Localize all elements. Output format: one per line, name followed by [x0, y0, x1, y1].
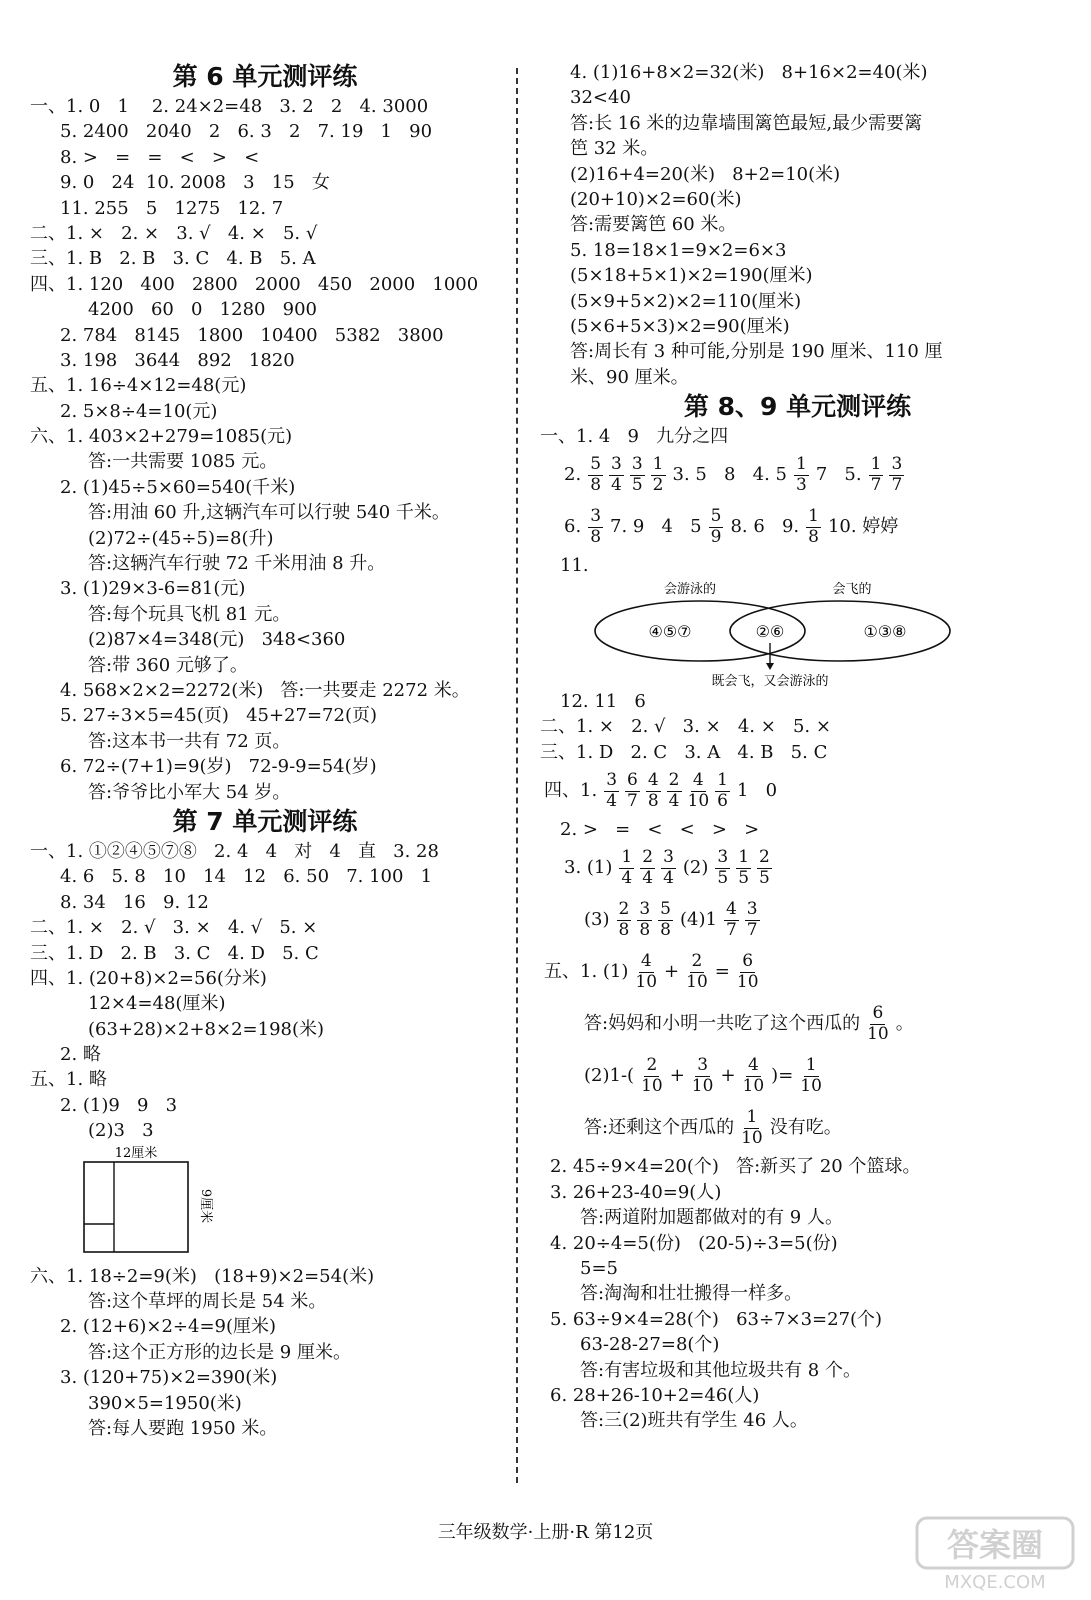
answer-line: 答:每个玩具飞机 81 元。 — [88, 603, 291, 625]
numerator: 4 — [640, 951, 652, 972]
watermark-url: MXQE.COM — [944, 1572, 1046, 1593]
answer-line: 2. 784 8145 1800 10400 5382 3800 — [60, 324, 444, 346]
fraction — [640, 848, 655, 888]
answer-line: 五、1. 略 — [30, 1069, 107, 1091]
fraction — [692, 1056, 714, 1096]
fraction — [715, 848, 730, 888]
numerator: 1 — [808, 506, 819, 527]
denominator: 10 — [741, 1127, 763, 1148]
answer-line: 5=5 — [580, 1257, 618, 1279]
numerator: 1 — [717, 769, 728, 790]
answer-line: 12×4=48(厘米) — [88, 993, 226, 1015]
denominator: 10 — [736, 971, 759, 992]
text-segment: + — [669, 1065, 685, 1087]
denominator: 8 — [618, 919, 630, 940]
fraction — [609, 455, 624, 495]
numerator: 1 — [652, 454, 664, 475]
outer-rectangle — [84, 1162, 188, 1252]
numerator: 2 — [759, 847, 770, 868]
denominator: 8 — [808, 526, 819, 547]
denominator: 10 — [687, 790, 710, 811]
rectangle-figure-svg — [80, 1144, 250, 1264]
fraction — [757, 848, 772, 888]
rectangle-figure — [80, 1144, 500, 1264]
denominator: 10 — [867, 1023, 889, 1044]
numerator: 5 — [710, 506, 722, 527]
answer-line: 答:爷爷比小军大 54 岁。 — [88, 781, 291, 803]
numerator: 3 — [639, 899, 651, 920]
answer-line: 8. > = = < > < — [60, 146, 260, 168]
answer-line: 4. (1)16+8×2=32(米) 8+16×2=40(米) — [570, 62, 928, 83]
numerator: 3 — [891, 454, 903, 475]
denominator: 8 — [647, 790, 659, 811]
answer-line: 五、1. 16÷4×12=48(元) — [30, 375, 247, 397]
numerator: 1 — [870, 454, 882, 475]
venn-label-swim: 会游泳的 — [663, 581, 717, 597]
answer-line: 米、90 厘米。 — [570, 366, 689, 388]
answer-line: 63-28-27=8(个) — [580, 1334, 720, 1356]
text-segment: 7 5. — [815, 464, 862, 486]
answer-line: 六、1. 18÷2=9(米) (18+9)×2=54(米) — [30, 1265, 375, 1287]
numerator: 6 — [742, 951, 754, 972]
denominator: 7 — [870, 474, 882, 495]
answer-line: 答:每人要跑 1950 米。 — [88, 1417, 278, 1439]
answer-line: 3. 198 3644 892 1820 — [60, 349, 295, 371]
venn-pointer-arrow — [766, 663, 774, 670]
text-segment: 答:妈妈和小明一共吃了这个西瓜的 — [584, 1013, 861, 1035]
numerator: 3 — [611, 454, 622, 475]
answer-line: (63+28)×2+8×2=198(米) — [88, 1018, 325, 1040]
numerator: 4 — [647, 769, 659, 790]
denominator: 4 — [663, 867, 674, 888]
numerator: 1 — [746, 1107, 758, 1128]
left-column — [30, 60, 500, 1441]
answer-line: (5×18+5×1)×2=190(厘米) — [570, 265, 813, 287]
watermark-logo — [915, 1514, 1075, 1594]
denominator: 8 — [660, 919, 671, 940]
answer-line: 答:这个草坪的周长是 54 米。 — [88, 1291, 327, 1313]
venn-middle-items: ②⑥ — [755, 621, 785, 641]
text-segment: 1 0 — [736, 780, 778, 802]
denominator: 10 — [742, 1075, 765, 1096]
watermark-text: 答案圈 — [946, 1526, 1044, 1564]
answer-line: 6. 28+26-10+2=46(人) — [550, 1384, 760, 1406]
numerator: 3 — [697, 1055, 709, 1076]
fraction — [737, 952, 759, 992]
answer-line: 一、1. ①②④⑤⑦⑧ 2. 4 4 对 4 直 3. 28 — [30, 840, 439, 862]
numerator: 3 — [663, 847, 674, 868]
answer-line: 二、1. × 2. √ 3. × 4. × 5. × — [540, 716, 831, 738]
fraction — [741, 1108, 763, 1148]
answer-line: 一、1. 4 9 九分之四 — [540, 426, 729, 448]
denominator: 7 — [627, 790, 638, 811]
answer-line: 3. (120+75)×2=390(米) — [60, 1367, 278, 1389]
answer-line: 四、1. 120 400 2800 2000 450 2000 1000 — [30, 273, 479, 295]
denominator: 10 — [686, 971, 708, 992]
denominator: 10 — [635, 971, 658, 992]
denominator: 2 — [652, 474, 664, 495]
fraction — [667, 771, 682, 811]
answer-line: 2. 45÷9×4=20(个) 答:新买了 20 个篮球。 — [550, 1156, 921, 1178]
denominator: 4 — [611, 474, 622, 495]
answer-line: 5. 2400 2040 2 6. 3 2 7. 19 1 90 — [60, 121, 433, 143]
fraction — [794, 455, 809, 495]
answer-line: (5×9+5×2)×2=110(厘米) — [570, 290, 802, 312]
answer-line: 答:这辆汽车行驶 72 千米用油 8 升。 — [88, 553, 386, 575]
fraction-line — [540, 946, 1055, 998]
numerator: 3 — [717, 847, 729, 868]
denominator: 4 — [668, 790, 680, 811]
fraction — [869, 455, 884, 495]
numerator: 3 — [606, 769, 618, 790]
denominator: 8 — [590, 474, 602, 495]
venn-diagram — [590, 579, 1055, 689]
venn-label-fly: 会飞的 — [832, 581, 872, 597]
text-segment: 没有吃。 — [769, 1117, 842, 1139]
fraction — [651, 455, 666, 495]
answer-line: 2. > = < < > > — [560, 819, 760, 841]
answer-line: 答:淘淘和壮壮搬得一样多。 — [580, 1283, 803, 1305]
fraction — [661, 848, 676, 888]
numerator: 1 — [621, 847, 633, 868]
answer-line: (20+10)×2=60(米) — [570, 188, 742, 210]
text-segment: 答:还剩这个西瓜的 — [584, 1117, 735, 1139]
text-segment: + — [664, 961, 680, 983]
answer-line: 二、1. × 2. × 3. √ 4. × 5. √ — [30, 222, 318, 244]
denominator: 6 — [717, 790, 728, 811]
answer-line: 一、1. 0 1 2. 24×2=48 3. 2 2 4. 3000 — [30, 96, 429, 117]
denominator: 3 — [795, 474, 807, 495]
height-label: 9厘米 — [198, 1188, 213, 1223]
right-column — [540, 60, 1055, 1434]
numerator: 1 — [795, 454, 807, 475]
answer-line: 4200 60 0 1280 900 — [88, 299, 317, 321]
text-segment: (4)1 — [679, 909, 717, 931]
numerator: 4 — [725, 899, 737, 920]
fraction-line — [540, 449, 1055, 501]
answer-line: 9. 0 24 10. 2008 3 15 女 — [60, 172, 330, 194]
fraction — [806, 507, 821, 547]
answer-line: 答:长 16 米的边靠墙围篱笆最短,最少需要篱 — [570, 112, 923, 134]
text-segment: 2. — [564, 464, 582, 486]
denominator: 10 — [691, 1075, 714, 1096]
answer-line: 二、1. × 2. √ 3. × 4. √ 5. × — [30, 917, 318, 939]
fraction — [800, 1056, 822, 1096]
numerator: 5 — [660, 899, 671, 920]
answer-line: (2)3 3 — [88, 1120, 154, 1142]
fraction — [619, 848, 634, 888]
numerator: 2 — [646, 1055, 658, 1076]
answer-line: 4. 6 5. 8 10 14 12 6. 50 7. 100 1 — [60, 866, 433, 888]
fraction — [736, 848, 751, 888]
answer-line: (5×6+5×3)×2=90(厘米) — [570, 315, 790, 337]
answer-line: 答:带 360 元够了。 — [88, 654, 248, 676]
fraction — [867, 1004, 889, 1044]
text-segment: 。 — [895, 1013, 914, 1035]
fraction-line — [540, 1050, 1055, 1102]
answer-line: 4. 20÷4=5(份) (20-5)÷3=5(份) — [550, 1232, 838, 1254]
text-segment: (2)1-( — [584, 1065, 635, 1087]
fraction — [617, 900, 632, 940]
fraction — [625, 771, 640, 811]
text-segment: 7. 9 4 5 — [610, 516, 702, 538]
venn-svg — [590, 579, 970, 689]
fraction-line — [540, 765, 1055, 817]
text-segment: + — [720, 1065, 736, 1087]
fraction-line — [540, 894, 1055, 946]
text-segment: 3. 5 8 4. 5 — [672, 464, 787, 486]
answer-line: 11. 255 5 1275 12. 7 — [60, 197, 284, 219]
fraction — [709, 507, 724, 547]
answer-line: 3. (1)29×3-6=81(元) — [60, 578, 246, 600]
answer-line: 32<40 — [570, 87, 631, 109]
denominator: 7 — [725, 919, 737, 940]
answer-line: 六、1. 403×2+279=1085(元) — [30, 426, 293, 448]
answer-line: 笆 32 米。 — [570, 138, 659, 160]
denominator: 5 — [759, 867, 770, 888]
denominator: 8 — [639, 919, 651, 940]
answer-line: 答:这个正方形的边长是 9 厘米。 — [88, 1341, 351, 1363]
answer-line: (2)87×4=348(元) 348<360 — [88, 629, 346, 651]
answer-line: 四、1. (20+8)×2=56(分米) — [30, 967, 267, 989]
answer-line: 5. 27÷3×5=45(页) 45+27=72(页) — [60, 705, 377, 727]
section-title: 第 8、9 单元测评练 — [683, 392, 912, 422]
denominator: 5 — [631, 474, 643, 495]
numerator: 1 — [738, 847, 750, 868]
text-segment: = — [714, 961, 730, 983]
text-segment: 8. 6 9. — [730, 516, 800, 538]
venn-intersection-note: 既会飞，又会游泳的 — [711, 673, 829, 689]
fraction — [604, 771, 619, 811]
fraction-line — [540, 842, 1055, 894]
answer-line: 三、1. B 2. B 3. C 4. B 5. A — [30, 248, 316, 270]
fraction-line — [540, 501, 1055, 553]
numerator: 5 — [590, 454, 602, 475]
answer-line: 答:用油 60 升,这辆汽车可以行驶 540 千米。 — [88, 502, 450, 524]
text-segment: )= — [771, 1065, 794, 1087]
answer-line: 4. 568×2×2=2272(米) 答:一共要走 2272 米。 — [60, 679, 470, 701]
answer-line: 三、1. D 2. B 3. C 4. D 5. C — [30, 942, 319, 964]
fraction — [637, 900, 652, 940]
fraction — [688, 771, 710, 811]
answer-line: 3. 26+23-40=9(人) — [550, 1181, 722, 1203]
fraction — [588, 507, 603, 547]
answer-line: 答:有害垃圾和其他垃圾共有 8 个。 — [580, 1359, 861, 1381]
denominator: 7 — [891, 474, 903, 495]
page-footer: 三年级数学·上册·R 第12页 — [437, 1522, 654, 1543]
numerator: 3 — [631, 454, 643, 475]
denominator: 7 — [746, 919, 758, 940]
answer-line: 12. 11 6 — [560, 690, 646, 712]
answer-line: 8. 34 16 9. 12 — [60, 891, 209, 913]
denominator: 4 — [606, 790, 618, 811]
denominator: 8 — [590, 526, 602, 547]
fraction — [630, 455, 645, 495]
answer-line: 6. 72÷(7+1)=9(岁) 72-9-9=54(岁) — [60, 756, 377, 778]
fraction — [641, 1056, 663, 1096]
answer-line: (2)72÷(45÷5)=8(升) — [88, 527, 274, 549]
answer-line: 答:这本书一共有 72 页。 — [88, 730, 291, 752]
column-divider — [516, 68, 518, 1483]
numerator: 6 — [872, 1003, 884, 1024]
text-segment: (2) — [682, 857, 709, 879]
answer-line: 2. (12+6)×2÷4=9(厘米) — [60, 1316, 277, 1338]
text-segment: 10. 婷婷 — [827, 516, 899, 538]
answer-line: 11. — [560, 555, 589, 577]
numerator: 3 — [746, 899, 758, 920]
fraction — [724, 900, 739, 940]
fraction-line — [540, 1102, 1055, 1154]
section-title: 第 7 单元测评练 — [172, 806, 358, 836]
fraction — [686, 952, 708, 992]
text-segment: (3) — [584, 909, 610, 931]
fraction — [889, 455, 904, 495]
answer-line: 答:两道附加题都做对的有 9 人。 — [580, 1207, 843, 1229]
text-segment: 四、1. — [544, 780, 598, 802]
numerator: 2 — [668, 769, 680, 790]
numerator: 4 — [692, 769, 704, 790]
answer-line: (2)16+4=20(米) 8+2=10(米) — [570, 163, 841, 185]
numerator: 6 — [627, 769, 638, 790]
denominator: 9 — [710, 526, 722, 547]
fraction — [743, 1056, 765, 1096]
fraction-line — [540, 998, 1055, 1050]
fraction — [635, 952, 657, 992]
numerator: 2 — [618, 899, 630, 920]
answer-line: 2. (1)9 9 3 — [60, 1094, 178, 1116]
answer-line: 答:三(2)班共有学生 46 人。 — [580, 1410, 808, 1432]
numerator: 3 — [590, 506, 602, 527]
numerator: 2 — [691, 951, 703, 972]
answer-line: 2. 略 — [60, 1044, 101, 1066]
answer-line: 三、1. D 2. C 3. A 4. B 5. C — [540, 741, 828, 763]
denominator: 4 — [621, 867, 633, 888]
fraction — [646, 771, 661, 811]
text-segment: 6. — [564, 516, 582, 538]
answer-line: 答:需要篱笆 60 米。 — [570, 214, 737, 236]
numerator: 1 — [805, 1055, 817, 1076]
answer-line: 答:周长有 3 种可能,分别是 190 厘米、110 厘 — [570, 341, 943, 363]
fraction — [715, 771, 730, 811]
denominator: 5 — [738, 867, 750, 888]
answer-line: 5. 18=18×1=9×2=6×3 — [570, 239, 787, 261]
answer-line: 答:一共需要 1085 元。 — [88, 451, 278, 473]
denominator: 10 — [800, 1075, 822, 1096]
numerator: 4 — [747, 1055, 759, 1076]
numerator: 2 — [642, 847, 654, 868]
fraction — [588, 455, 603, 495]
denominator: 4 — [642, 867, 654, 888]
answer-line: 2. (1)45÷5×60=540(千米) — [60, 476, 296, 498]
text-segment: 3. (1) — [564, 857, 613, 879]
venn-right-items: ①③⑧ — [863, 621, 907, 641]
answer-line: 390×5=1950(米) — [88, 1392, 242, 1414]
text-segment: 五、1. (1) — [544, 961, 629, 983]
width-label: 12厘米 — [114, 1145, 158, 1161]
denominator: 10 — [641, 1075, 663, 1096]
fraction — [658, 900, 673, 940]
venn-left-items: ④⑤⑦ — [648, 621, 692, 641]
answer-line: 5. 63÷9×4=28(个) 63÷7×3=27(个) — [550, 1308, 883, 1330]
answer-line: 2. 5×8÷4=10(元) — [60, 400, 218, 422]
section-title: 第 6 单元测评练 — [172, 62, 358, 91]
fraction — [745, 900, 760, 940]
denominator: 5 — [717, 867, 729, 888]
